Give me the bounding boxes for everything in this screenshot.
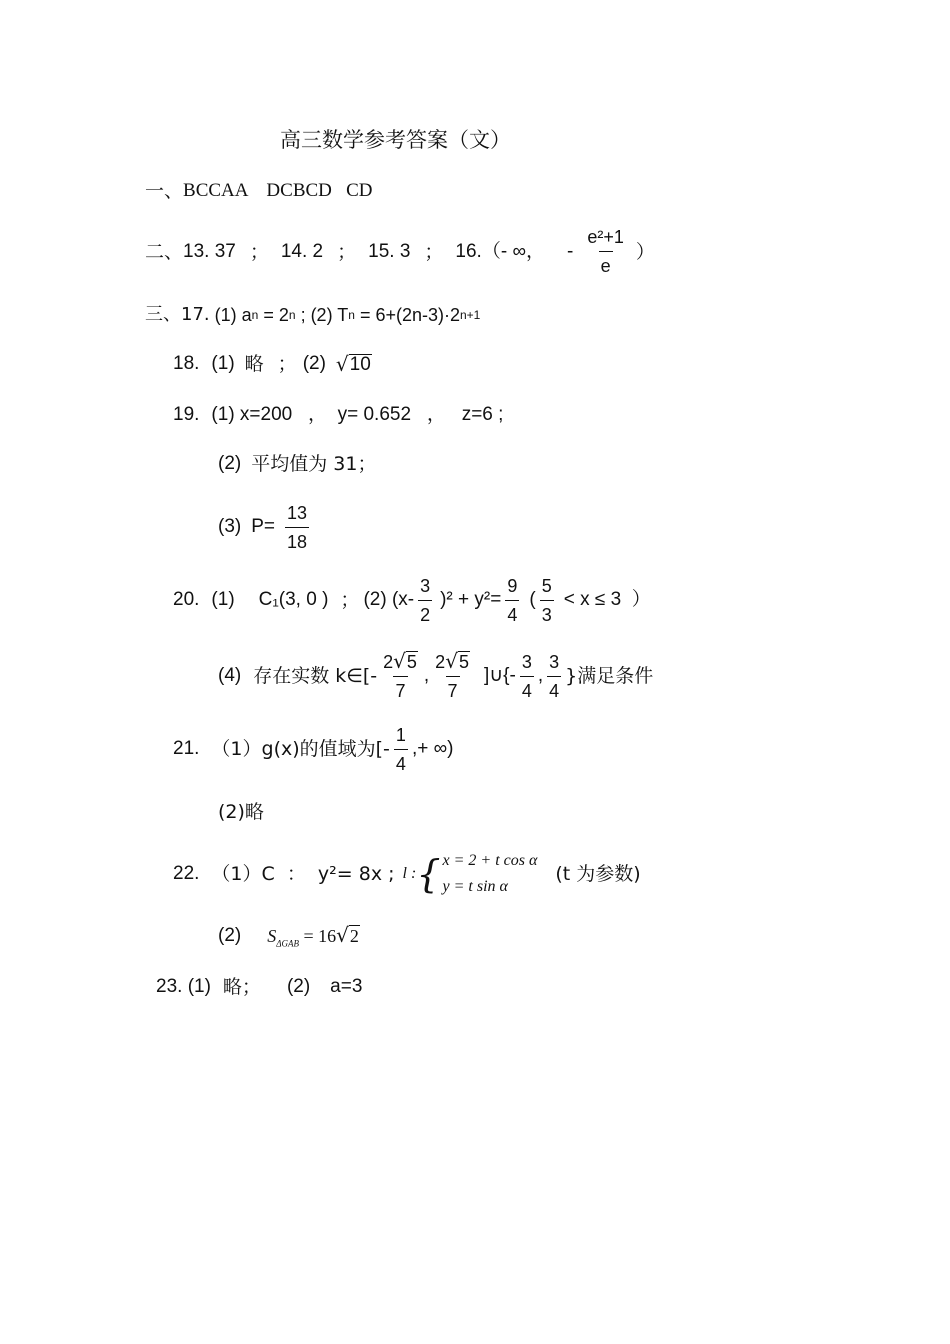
separator: ； bbox=[337, 240, 357, 263]
q17-part-a: (1) a bbox=[214, 305, 252, 325]
equation-row-x: x = 2 + t cos α bbox=[442, 852, 538, 869]
radicand: 2 bbox=[349, 926, 359, 946]
q21-part1-text: （1）g(x)的值域为[- bbox=[211, 738, 390, 760]
q23-answer bbox=[156, 975, 362, 999]
q22-part1 bbox=[173, 846, 641, 902]
q20-part4-text: 存在实数 k∈[- bbox=[253, 665, 378, 687]
q13-answer: 13. 37 bbox=[183, 240, 236, 262]
separator: ； bbox=[277, 353, 297, 375]
fraction-numerator: 3 bbox=[549, 651, 560, 672]
section-two-answers bbox=[145, 226, 655, 277]
fraction-1-4 bbox=[394, 724, 408, 775]
separator: ； bbox=[424, 240, 444, 263]
fraction-13-18 bbox=[285, 502, 309, 553]
triangle-area-expression bbox=[267, 924, 360, 948]
sqrt-2: √ 2 bbox=[336, 923, 359, 947]
q20-part4-end: }满足条件 bbox=[565, 665, 654, 687]
fraction-numerator bbox=[381, 650, 420, 676]
q19-part2 bbox=[218, 452, 376, 476]
radicand: 10 bbox=[349, 354, 371, 375]
q18-answer bbox=[173, 352, 372, 376]
q23-part1-text: 略； bbox=[222, 976, 261, 998]
q17-answer: 三、17. (1) a n = 2 n ; (2) T n = 6+(2n-3)·2 n+1 bbox=[145, 304, 481, 325]
fraction-denominator: 7 bbox=[393, 676, 407, 702]
q20-part1-label: (1) bbox=[211, 589, 235, 610]
fraction-numerator: 13 bbox=[287, 502, 308, 523]
separator: ； bbox=[340, 589, 360, 611]
q23-part2-label: (2) bbox=[286, 976, 311, 997]
fraction-3-2 bbox=[418, 575, 432, 626]
fraction-denominator: 4 bbox=[520, 676, 534, 702]
fraction-denominator: 4 bbox=[505, 600, 519, 626]
subscript: ΔGAB bbox=[276, 938, 300, 949]
q16-answer-prefix: 16.（- ∞， bbox=[455, 240, 545, 262]
q15-answer: 15. 3 bbox=[368, 240, 411, 262]
q17-part-b: = 2 bbox=[258, 305, 289, 325]
q23-label: 23. (1) bbox=[156, 976, 211, 997]
q18-part2-label: (2) bbox=[302, 353, 326, 374]
q22-part1-text: （1）C ： y²= 8x ; bbox=[211, 863, 395, 885]
q16-fraction bbox=[585, 226, 626, 277]
parametric-system bbox=[403, 848, 538, 900]
fraction-numerator: 1 bbox=[395, 724, 406, 745]
q19-part1 bbox=[173, 403, 503, 427]
section-one-label: 一、 bbox=[145, 180, 184, 202]
line-label: l : bbox=[402, 865, 417, 882]
q20-label: 20. bbox=[173, 589, 200, 610]
q18-label: 18. bbox=[173, 353, 200, 374]
q21-part2 bbox=[218, 800, 264, 824]
radicand: 5 bbox=[458, 652, 469, 672]
comma: , bbox=[423, 665, 430, 686]
q17-part-d: = 6+(2n-3)·2 bbox=[354, 305, 460, 325]
q23-part2-text: a=3 bbox=[330, 976, 363, 997]
radicand: 5 bbox=[406, 652, 417, 672]
page-title-text: 高三数学参考答案（文） bbox=[280, 128, 511, 152]
q16-close: ） bbox=[635, 240, 655, 263]
fraction-5-3 bbox=[540, 575, 554, 626]
q19-part3-text: P= bbox=[251, 516, 276, 537]
coefficient: 2 bbox=[435, 652, 446, 672]
q20-part4 bbox=[218, 648, 653, 704]
fraction-denominator: 3 bbox=[540, 600, 554, 626]
fraction-denominator: 4 bbox=[547, 676, 561, 702]
q20-part2-text: (2) (x- bbox=[363, 589, 415, 610]
open-paren: ( bbox=[529, 589, 536, 610]
equation-row-y: y = t sin α bbox=[442, 878, 508, 895]
fraction-numerator bbox=[433, 650, 472, 676]
section-one-choices: BCCAA DCBCD CD bbox=[183, 180, 373, 201]
q18-part1-label: (1) bbox=[211, 353, 235, 374]
q22-label: 22. bbox=[173, 863, 200, 884]
fraction-3-4 bbox=[520, 651, 534, 702]
fraction-2sqrt5-7 bbox=[433, 650, 472, 702]
sqrt-10: √ 10 bbox=[335, 352, 371, 376]
coefficient: 2 bbox=[383, 652, 394, 672]
q14-answer: 14. 2 bbox=[280, 240, 324, 262]
fraction-numerator: 3 bbox=[521, 651, 532, 672]
section-one-answers bbox=[145, 179, 373, 203]
comma: , bbox=[537, 665, 544, 686]
fraction-numerator: e²+1 bbox=[587, 227, 624, 247]
q21-label: 21. bbox=[173, 738, 200, 759]
q20-part2-middle: )² + y²= bbox=[440, 589, 502, 610]
area-equals: = 16 bbox=[299, 926, 337, 946]
area-symbol: S bbox=[267, 926, 277, 946]
fraction-denominator: e bbox=[599, 251, 613, 277]
left-brace: { bbox=[416, 852, 441, 896]
fraction-2sqrt5-7 bbox=[381, 650, 420, 702]
fraction-numerator: 9 bbox=[507, 575, 518, 596]
fraction-denominator: 4 bbox=[394, 749, 408, 775]
q17-label: 三、17. bbox=[145, 304, 210, 325]
sqrt-5: √ 5 bbox=[393, 649, 417, 673]
q20-part4-label: (4) bbox=[218, 665, 242, 686]
q19-part1-text: (1) x=200 ， y= 0.652 ， z=6 ; bbox=[211, 404, 504, 425]
separator: ； bbox=[249, 240, 269, 263]
q22-part2 bbox=[218, 924, 360, 948]
fraction-denominator: 18 bbox=[285, 527, 309, 553]
page-title bbox=[280, 128, 511, 152]
sqrt-5: √ 5 bbox=[445, 649, 469, 673]
q21-part1 bbox=[173, 722, 453, 776]
q20-inequality: < x ≤ 3 ） bbox=[563, 589, 651, 610]
q19-part2-text: 平均值为 31； bbox=[251, 453, 377, 475]
q20-part1-2 bbox=[173, 573, 651, 627]
fraction-denominator: 7 bbox=[446, 676, 460, 702]
q19-label: 19. bbox=[173, 404, 200, 425]
section-two-label: 二、 bbox=[145, 240, 184, 263]
q22-parameter-note: (t 为参数) bbox=[555, 863, 641, 885]
q21-part1-end: ,+ ∞) bbox=[411, 738, 454, 759]
q20-part4-union: ]∪{- bbox=[483, 665, 516, 686]
q19-part2-label: (2) bbox=[218, 453, 242, 474]
q19-part3-label: (3) bbox=[218, 516, 242, 537]
fraction-9-4 bbox=[505, 575, 519, 626]
fraction-numerator: 3 bbox=[420, 575, 431, 596]
q17-part-c: ; (2) T bbox=[295, 305, 349, 325]
q19-part3 bbox=[218, 500, 313, 554]
fraction-denominator: 2 bbox=[418, 600, 432, 626]
q21-part2-text: (2)略 bbox=[218, 801, 264, 823]
fraction-3-4 bbox=[547, 651, 561, 702]
q20-part1-text: C₁(3, 0 ) bbox=[258, 589, 329, 610]
q22-part2-label: (2) bbox=[218, 925, 242, 946]
fraction-numerator: 5 bbox=[541, 575, 552, 596]
q18-part1-text: 略 bbox=[244, 353, 264, 375]
q16-minus: - bbox=[567, 240, 574, 262]
